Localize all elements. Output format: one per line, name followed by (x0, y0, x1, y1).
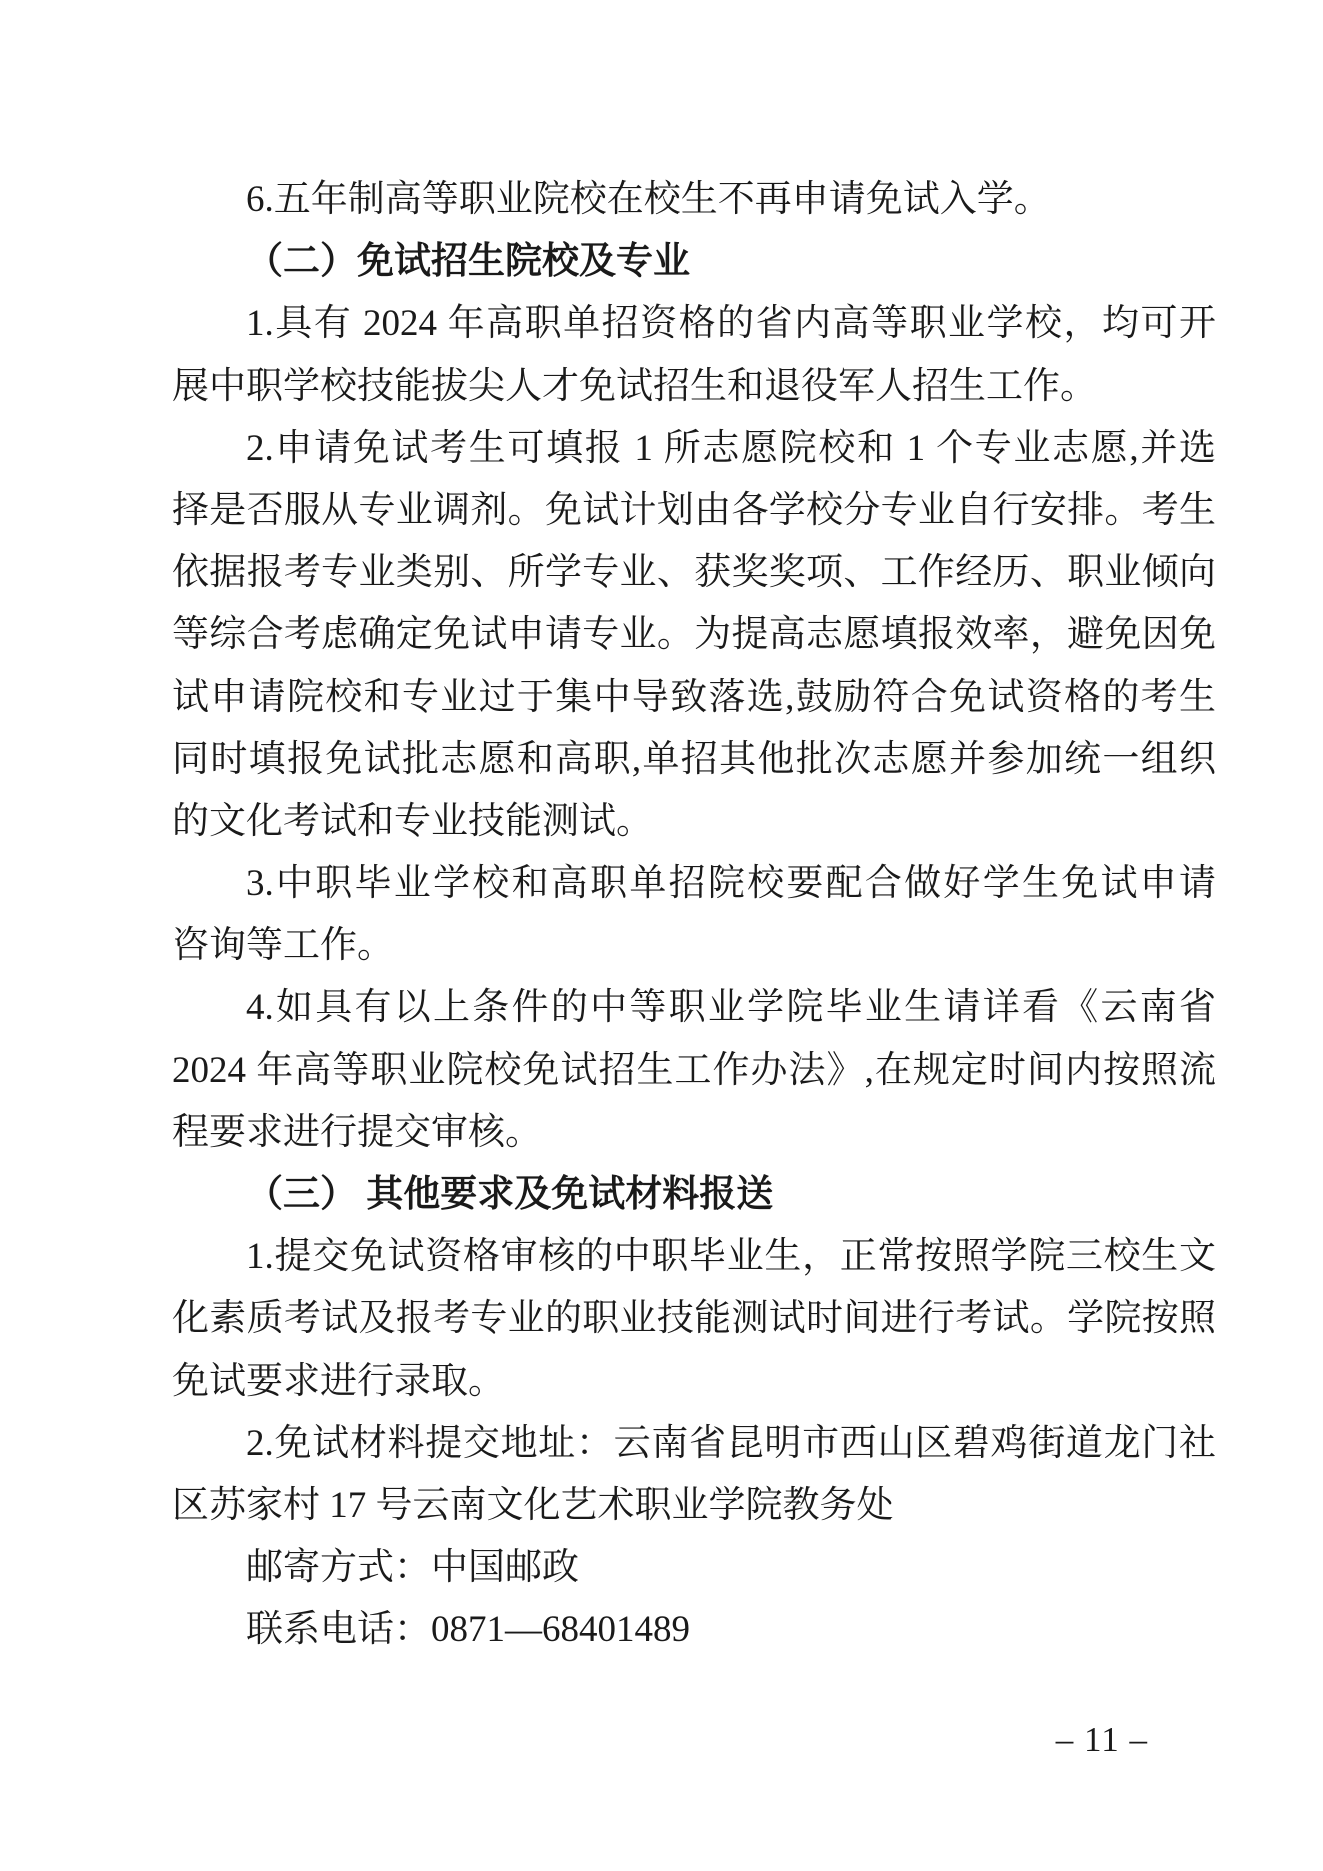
section-heading-line: （三） 其他要求及免试材料报送 (246, 1174, 774, 1215)
document-line: 1.具有 2024 年高职单招资格的省内高等职业学校，均可开 (246, 303, 1216, 345)
document-line: 1.提交免试资格审核的中职毕业生，正常按照学院三校生文 (246, 1236, 1216, 1278)
document-line: 2.申请免试考生可填报 1 所志愿院校和 1 个专业志愿,并选 (246, 427, 1216, 469)
document-line: 4.如具有以上条件的中等职业学院毕业生请详看《云南省 (246, 987, 1216, 1029)
document-line: 联系电话：0871—68401489 (246, 1609, 690, 1651)
section-heading-line: （二）免试招生院校及专业 (246, 241, 690, 283)
document-line: 化素质考试及报考专业的职业技能测试时间进行考试。学院按照 (172, 1298, 1216, 1340)
document-line: 2.免试材料提交地址：云南省昆明市西山区碧鸡街道龙门社 (246, 1422, 1216, 1464)
document-line: 依据报考专业类别、所学专业、获奖奖项、工作经历、职业倾向 (172, 552, 1216, 594)
document-line: 展中职学校技能拔尖人才免试招生和退役军人招生工作。 (172, 365, 1097, 407)
page-number: – 11 – (1055, 1720, 1148, 1759)
document-line: 等综合考虑确定免试申请专业。为提高志愿填报效率，避免因免 (172, 614, 1216, 656)
document-line: 区苏家村 17 号云南文化艺术职业学院教务处 (172, 1484, 894, 1526)
document-line: 试申请院校和专业过于集中导致落选,鼓励符合免试资格的考生 (172, 676, 1216, 718)
document-line: 的文化考试和专业技能测试。 (172, 800, 653, 842)
document-line: 免试要求进行录取。 (172, 1360, 505, 1402)
document-line: 2024 年高等职业院校免试招生工作办法》,在规定时间内按照流 (172, 1049, 1216, 1091)
document-line: 咨询等工作。 (172, 925, 394, 967)
document-line: 3.中职毕业学校和高职单招院校要配合做好学生免试申请 (246, 863, 1216, 905)
document-line: 邮寄方式：中国邮政 (246, 1547, 579, 1589)
document-line: 6.五年制高等职业院校在校生不再申请免试入学。 (246, 179, 1051, 220)
document-body (172, 169, 1216, 1662)
document-line: 同时填报免试批志愿和高职,单招其他批次志愿并参加统一组织 (172, 738, 1216, 780)
document-line: 程要求进行提交审核。 (172, 1111, 542, 1153)
document-line: 择是否服从专业调剂。免试计划由各学校分专业自行安排。考生 (172, 489, 1216, 531)
